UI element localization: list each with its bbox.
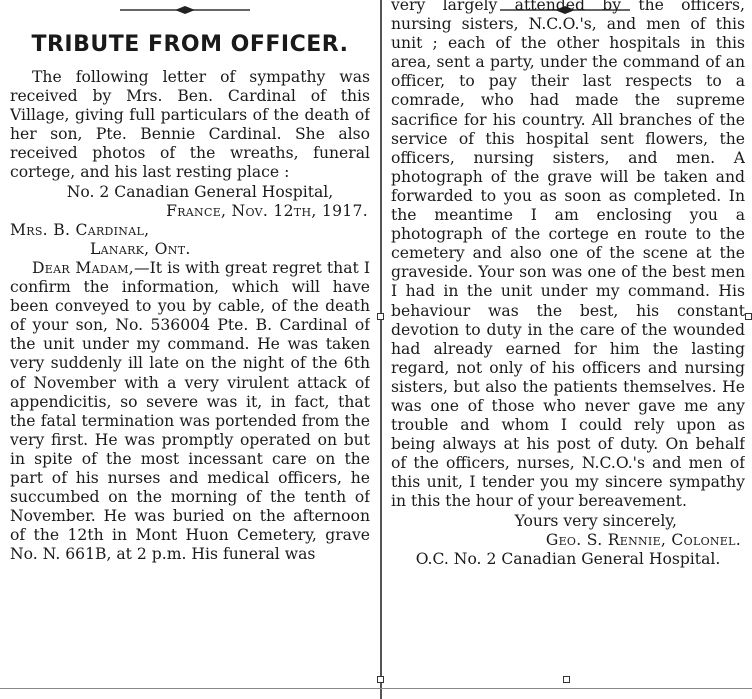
dateline-place: No. 2 Canadian General Hospital, xyxy=(66,182,334,201)
addressee-place: Lanark, Ont. xyxy=(90,239,191,258)
selection-handle-bottom-left[interactable] xyxy=(377,676,384,683)
letter-body-left-text: —It is with great regret that I confirm the information, which will have been conveyed to you by cable, of the death of your son, No. 536004 Pte. B. Cardinal of the unit under my command. He was taken very suddenly ill late on the night of the 6th of November with a very virulent attack of appendicitis, so severe was it, in fact, that the fatal termination was portended from the very first. He was promptly operated on but in spite of the most incessant care on the part of his nurses and medical officers, he succumbed on the morning of the tenth of November. He was buried on the afternoon of the 12th in Mont Huon Cemetery, grave No. N. 661B, at 2 p.m. His funeral was xyxy=(10,258,370,564)
addressee-name: Mrs. B. Cardinal, xyxy=(10,220,150,239)
dateline-date: France, Nov. 12th, 1917. xyxy=(166,201,368,220)
column-divider xyxy=(380,0,382,699)
salutation: Dear Madam, xyxy=(32,258,135,277)
selection-handle-right[interactable] xyxy=(745,313,752,320)
article-column-right xyxy=(391,0,745,695)
article-column-left xyxy=(10,0,370,699)
letter-body-right: very largely attended by the officers, nursing sisters, N.C.O.'s, and men of this unit ; each of the other hospitals in this area, sent a party, under the command of an officer, to pay their last respects to a comrade, who had made the supreme sacrifice for his country. All branches of the service of this hospital sent flowers, the officers, nursing sisters, and men. A photograph of the grave will be taken and forwarded to you as soon as completed. In the meantime I am enclosing you a photograph of the cortege en route to the cemetery and also one of the scene at the graveside. Your son was one of the best men I had in the unit under my command. His behaviour was the best, his constant devotion to duty in the care of the wounded had already earned for him the lasting regard, not only of his officers and nursing sisters, but also the patients themselves. He was one of those who never gave me any trouble and whom I could rely upon as being always at his post of duty. On behalf of the officers, nurses, N.C.O.'s and men of this unit, I tender you my sincere sympathy in this the hour of your bereavement. xyxy=(391,0,745,511)
signature-title: O.C. No. 2 Canadian General Hospital. xyxy=(415,549,721,568)
intro-paragraph: The following letter of sympathy was received by Mrs. Ben. Cardinal of this Village, giving full particulars of the death of her son, Pte. Bennie Cardinal. She also received photos of the wreaths, funeral cortege, and his last resting place : xyxy=(10,68,370,182)
selection-handle-mid-divider[interactable] xyxy=(377,313,384,320)
closing: Yours very sincerely, xyxy=(514,511,677,530)
headline: TRIBUTE FROM OFFICER. xyxy=(31,32,349,57)
signature-name: Geo. S. Rennie, Colonel. xyxy=(545,530,741,549)
letter-body-left xyxy=(10,259,370,565)
